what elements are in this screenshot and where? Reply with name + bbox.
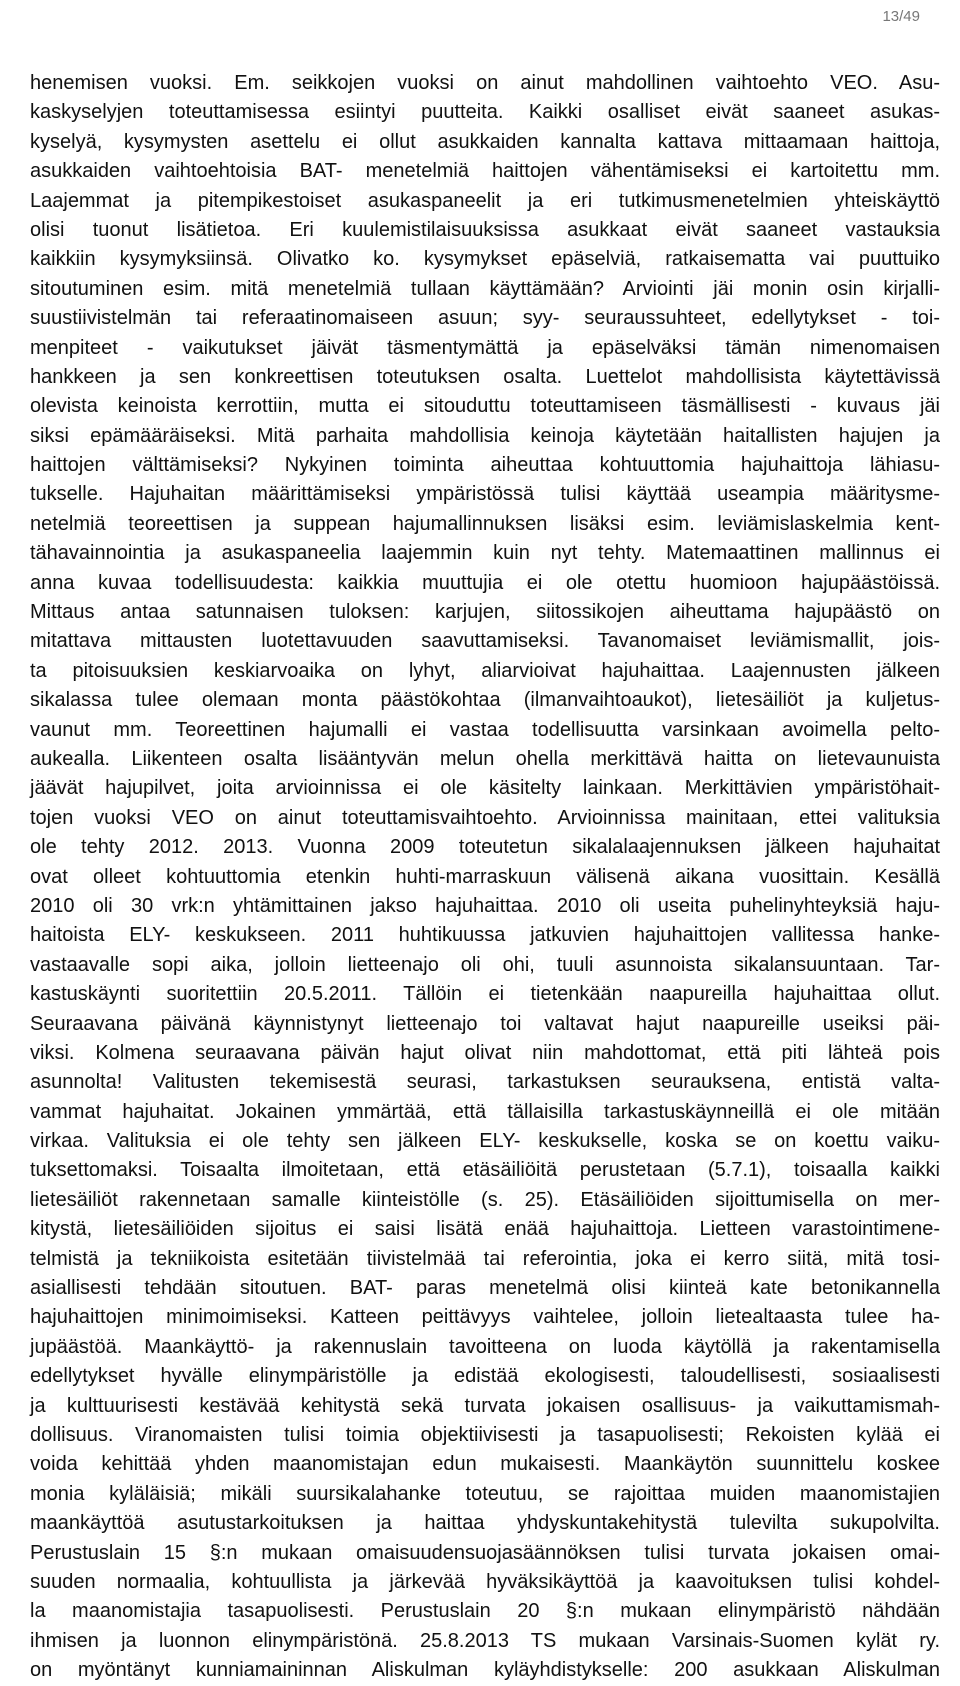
text-line: on myöntänyt kunniamaininnan Aliskulman kyläyhdistykselle: 200 asukkaan Aliskulman (30, 1659, 940, 1682)
text-line: suustiivistelmän tai referaatinomaiseen asuun; syy- seuraussuhteet, edellytykset - toi- (30, 307, 940, 330)
text-line: kyselyä, kysymysten asettelu ei ollut asukkaiden kannalta kattava mittaamaan haittoja, (30, 130, 940, 153)
text-line: Seuraavana päivänä käynnistynyt lietteenajo toi valtavat hajut naapureille useiksi päi- (30, 1012, 940, 1035)
text-line: ja kulttuurisesti kestävää kehitystä sekä turvata jokaisen osallisuus- ja vaikuttamismah- (30, 1394, 940, 1417)
text-line: ta pitoisuuksien keskiarvoaika on lyhyt, aliarvioivat hajuhaittaa. Laajennusten jälkeen (30, 659, 940, 682)
text-line: asukkaiden vaihtoehtoisia BAT- menetelmiä haittojen vähentämiseksi ei kartoitettu mm. (30, 160, 940, 183)
text-line: anna kuvaa todellisuudesta: kaikkia muuttujia ei ole otettu huomioon hajupäästöissä. (30, 571, 940, 594)
text-line: olevista keinoista kerrottiin, mutta ei sitouduttu toteuttamiseen täsmällisesti - kuvaus jäi (30, 395, 940, 418)
text-line: asunnolta! Valitusten tekemisestä seurasi, tarkastuksen seurauksena, entistä valta- (30, 1071, 940, 1094)
text-line: vammat hajuhaitat. Jokainen ymmärtää, että tällaisilla tarkastuskäynneillä ei ole mitään (30, 1100, 940, 1123)
text-line: tukselle. Hajuhaitan määrittämiseksi ympäristössä tulisi käyttää useampia määritysme- (30, 483, 940, 506)
text-line: maankäyttöä asutustarkoituksen ja haittaa yhdyskuntakehitystä tulevilta sukupolvilta. (30, 1512, 940, 1535)
text-line: sitoutuminen esim. mitä menetelmiä tullaan käyttämään? Arviointi jäi monin osin kirjalli- (30, 277, 940, 300)
text-line: haitoista ELY- keskukseen. 2011 huhtikuussa jatkuvien hajuhaittojen vallitessa hanke- (30, 924, 940, 947)
text-line: sikalassa tulee olemaan monta päästökohtaa (ilmanvaihtoaukot), lietesäiliöt ja kuljetus- (30, 689, 940, 712)
text-line: 2010 oli 30 vrk:n yhtämittainen jakso hajuhaittaa. 2010 oli useita puhelinyhteyksiä haju- (30, 894, 940, 917)
text-line: monia kyläläisiä; mikäli suursikalahanke toteutuu, se rajoittaa muiden maanomistajien (30, 1482, 940, 1505)
text-line: telmistä ja tekniikoista esitetään tiivistelmää tai referointia, joka ei kerro siitä, mitä tosi- (30, 1247, 940, 1270)
page-number: 13/49 (882, 8, 920, 25)
text-line: tojen vuoksi VEO on ainut toteuttamisvaihtoehto. Arvioinnissa mainitaan, ettei valituksia (30, 806, 940, 829)
text-line: mitattava mittausten luotettavuuden saavuttamiseksi. Tavanomaiset leviämismallit, jois- (30, 630, 940, 653)
body-text (30, 69, 940, 1685)
text-line: vastaavalle sopi aika, jolloin lietteenajo oli ohi, tuuli asunnoista sikalansuuntaan. Tar- (30, 953, 940, 976)
text-line: ole tehty 2012. 2013. Vuonna 2009 toteutetun sikalalaajennuksen jälkeen hajuhaitat (30, 836, 940, 859)
text-line: vaunut mm. Teoreettinen hajumalli ei vastaa todellisuutta varsinkaan avoimella pelto- (30, 718, 940, 741)
text-line: kastuskäynti suoritettiin 20.5.2011. Tällöin ei tietenkään naapureilla hajuhaittaa ollut. (30, 983, 940, 1006)
text-line: jupäästöä. Maankäyttö- ja rakennuslain tavoitteena on luoda käytöllä ja rakentamisella (30, 1335, 940, 1358)
text-line: viksi. Kolmena seuraavana päivän hajut olivat niin mahdottomat, että piti lähteä pois (30, 1041, 940, 1064)
text-line: Mittaus antaa satunnaisen tuloksen: karjujen, siitossikojen aiheuttama hajupäästö on (30, 601, 940, 624)
text-line: netelmiä teoreettisen ja suppean hajumallinnuksen lisäksi esim. leviämislaskelmia kent- (30, 512, 940, 535)
text-line: hankkeen ja sen konkreettisen toteutuksen osalta. Luettelot mahdollisista käytettävissä (30, 365, 940, 388)
text-line: henemisen vuoksi. Em. seikkojen vuoksi on ainut mahdollinen vaihtoehto VEO. Asu- (30, 72, 940, 94)
text-line: asiallisesti tehdään sitoutuen. BAT- paras menetelmä olisi kiinteä kate betonikannella (30, 1277, 940, 1300)
text-line: virkaa. Valituksia ei ole tehty sen jälkeen ELY- keskukselle, koska se on koettu vaiku- (30, 1130, 940, 1153)
text-line: hajuhaittojen minimoimiseksi. Katteen peittävyys vaihtelee, jolloin lietealtaasta tulee ha- (30, 1306, 940, 1329)
text-line: olisi tuonut lisätietoa. Eri kuulemistilaisuuksissa asukkaat eivät saaneet vastauksia (30, 218, 940, 241)
text-line: kaskyselyjen toteuttamisessa esiintyi puutteita. Kaikki osalliset eivät saaneet asukas- (30, 101, 940, 124)
text-line: kitystä, lietesäiliöiden sijoitus ei saisi lisätä enää hajuhaittoja. Lietteen varastointimene- (30, 1218, 940, 1241)
text-line: Laajemmat ja pitempikestoiset asukaspaneelit ja eri tutkimusmenetelmien yhteiskäyttö (30, 189, 940, 212)
text-line: la maanomistajia tasapuolisesti. Perustuslain 20 §:n mukaan elinympäristö nähdään (30, 1600, 940, 1623)
text-line: menpiteet - vaikutukset jäivät täsmentymättä ja epäselväksi tämän nimenomaisen (30, 336, 940, 359)
text-line: tähavainnointia ja asukaspaneelia laajemmin kuin nyt tehty. Matemaattinen mallinnus ei (30, 542, 940, 565)
text-line: edellytykset hyvälle elinympäristölle ja edistää ekologisesti, taloudellisesti, sosiaalisesti (30, 1365, 940, 1388)
text-line: tuksettomaksi. Toisaalta ilmoitetaan, että etäsäiliöitä perustetaan (5.7.1), toisaalla kaikki (30, 1159, 940, 1182)
text-line: voida kehittää yhden maanomistajan edun mukaisesti. Maankäytön suunnittelu koskee (30, 1453, 940, 1476)
text-line: Perustuslain 15 §:n mukaan omaisuudensuojasäännöksen tulisi turvata jokaisen omai- (30, 1541, 940, 1564)
text-line: lietesäiliöt rakennetaan samalle kiinteistölle (s. 25). Etäsäiliöiden sijoittumisella on mer- (30, 1188, 940, 1211)
text-line: ihmisen ja luonnon elinympäristönä. 25.8.2013 TS mukaan Varsinais-Suomen kylät ry. (30, 1629, 940, 1652)
text-line: jäävät hajupilvet, joita arvioinnissa ei ole käsitelty lainkaan. Merkittävien ympäristöhait- (30, 777, 940, 800)
text-line: suuden normaalia, kohtuullista ja järkevää hyväksikäyttöä ja kaavoituksen tulisi kohdel- (30, 1570, 940, 1593)
text-line: aukealla. Liikenteen osalta lisääntyvän melun ohella merkittävä haitta on lietevaunuista (30, 747, 940, 770)
text-line: ovat olleet kohtuuttomia etenkin huhti-marraskuun välisenä aikana vuosittain. Kesällä (30, 865, 940, 888)
text-line: haittojen välttämiseksi? Nykyinen toiminta aiheuttaa kohtuuttomia hajuhaittoja lähiasu- (30, 454, 940, 477)
text-line: kaikkiin kysymyksiinsä. Olivatko ko. kysymykset epäselviä, ratkaisematta vai puuttuiko (30, 248, 940, 271)
text-line: dollisuus. Viranomaisten tulisi toimia objektiivisesti ja tasapuolisesti; Rekoisten kylää ei (30, 1423, 940, 1446)
text-line: siksi epämääräiseksi. Mitä parhaita mahdollisia keinoja käytetään haitallisten hajujen ja (30, 424, 940, 447)
